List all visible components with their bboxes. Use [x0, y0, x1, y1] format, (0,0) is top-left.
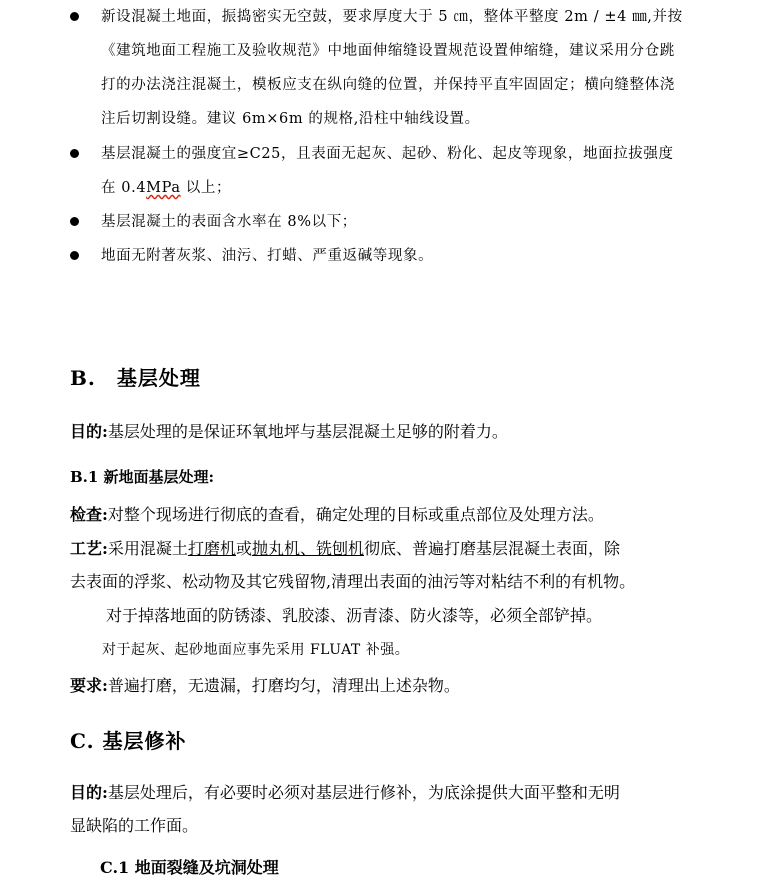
- purpose-label: 目的:: [70, 783, 108, 802]
- text-line: 新设混凝土地面，振捣密实无空鼓，要求厚度大于 5 ㎝，整体平整度 2m / ±4 ㎜,并按: [101, 9, 683, 25]
- text-line: 去表面的浮浆、松动物及其它残留物,清理出表面的油污等对粘结不利的有机物。: [70, 572, 636, 591]
- bullet-text: [101, 137, 686, 205]
- shot-blaster-link[interactable]: 抛丸机、铣刨机: [251, 539, 364, 558]
- require-text: 普遍打磨，无遗漏，打磨均匀，清理出上述杂物。: [107, 676, 460, 695]
- section-c-heading: C. 基层修补: [70, 729, 187, 753]
- text-line: 基层混凝土的强度宜≥C25，且表面无起灰、起砂、粉化、起皮等现象，地面拉拔强度: [101, 146, 674, 162]
- purpose-text: 基层处理的是保证环氧地坪与基层混凝土足够的附着力。: [107, 422, 508, 441]
- text-fragment: 或: [235, 539, 252, 558]
- text-fragment: 以上；: [180, 180, 232, 196]
- section-c-purpose: [70, 776, 682, 842]
- inspection-paragraph: [70, 498, 682, 531]
- grinder-link[interactable]: 打磨机: [187, 539, 236, 558]
- bullet-text: [101, 239, 686, 273]
- text-line: 地面无附著灰浆、油污、打蜡、严重返碱等现象。: [101, 248, 434, 264]
- purpose-text: 基层处理后，有必要时必须对基层进行修补，为底涂提供大面平整和无明: [107, 783, 620, 802]
- cutoff-subheading: [100, 858, 370, 877]
- bullet-icon: [70, 12, 79, 21]
- text-line: [70, 532, 682, 565]
- bullet-text: [101, 0, 686, 136]
- process-paragraph: [70, 532, 682, 598]
- cutoff-text: C.1 地面裂缝及坑洞处理: [100, 858, 279, 877]
- bullet-text: [101, 205, 686, 239]
- bullet-icon: [70, 251, 79, 260]
- requirement-paragraph: [70, 669, 682, 702]
- text-line: 打的办法浇注混凝土，模板应支在纵向缝的位置，并保持平直牢固固定；横向缝整体浇: [101, 77, 675, 93]
- text-line: 注后切割设缝。建议 6m×6m 的规格,沿柱中轴线设置。: [101, 111, 480, 127]
- text-fragment: 在 0.4: [101, 180, 147, 196]
- section-b-purpose: [70, 415, 682, 448]
- bullet-icon: [70, 217, 79, 226]
- unit-text: MPa: [146, 180, 181, 196]
- text-fragment: 彻底、普遍打磨基层混凝土表面，除: [363, 539, 620, 558]
- text-line: [70, 776, 682, 809]
- subsection-b1-heading: B.1 新地面基层处理:: [70, 468, 215, 486]
- text-fragment: 采用混凝土: [107, 539, 188, 558]
- text-line: 显缺陷的工作面。: [70, 816, 199, 835]
- text-line: [101, 171, 686, 205]
- require-label: 要求:: [70, 676, 108, 695]
- section-b-heading: B. 基层处理: [70, 366, 201, 390]
- sand-reinforce-line: 对于起灰、起砂地面应事先采用 FLUAT 补强。: [102, 642, 410, 658]
- process-label: 工艺:: [70, 539, 108, 558]
- inspect-label: 检查:: [70, 505, 108, 524]
- inspect-text: 对整个现场进行彻底的查看，确定处理的目标或重点部位及处理方法。: [107, 505, 604, 524]
- paint-removal-line: 对于掉落地面的防锈漆、乳胶漆、沥青漆、防火漆等，必须全部铲掉。: [106, 606, 603, 625]
- purpose-label: 目的:: [70, 422, 108, 441]
- bullet-icon: [70, 149, 79, 158]
- text-line: 基层混凝土的表面含水率在 8%以下；: [101, 214, 357, 230]
- text-line: 《建筑地面工程施工及验收规范》中地面伸缩缝设置规范设置伸缩缝，建议采用分仓跳: [101, 43, 675, 59]
